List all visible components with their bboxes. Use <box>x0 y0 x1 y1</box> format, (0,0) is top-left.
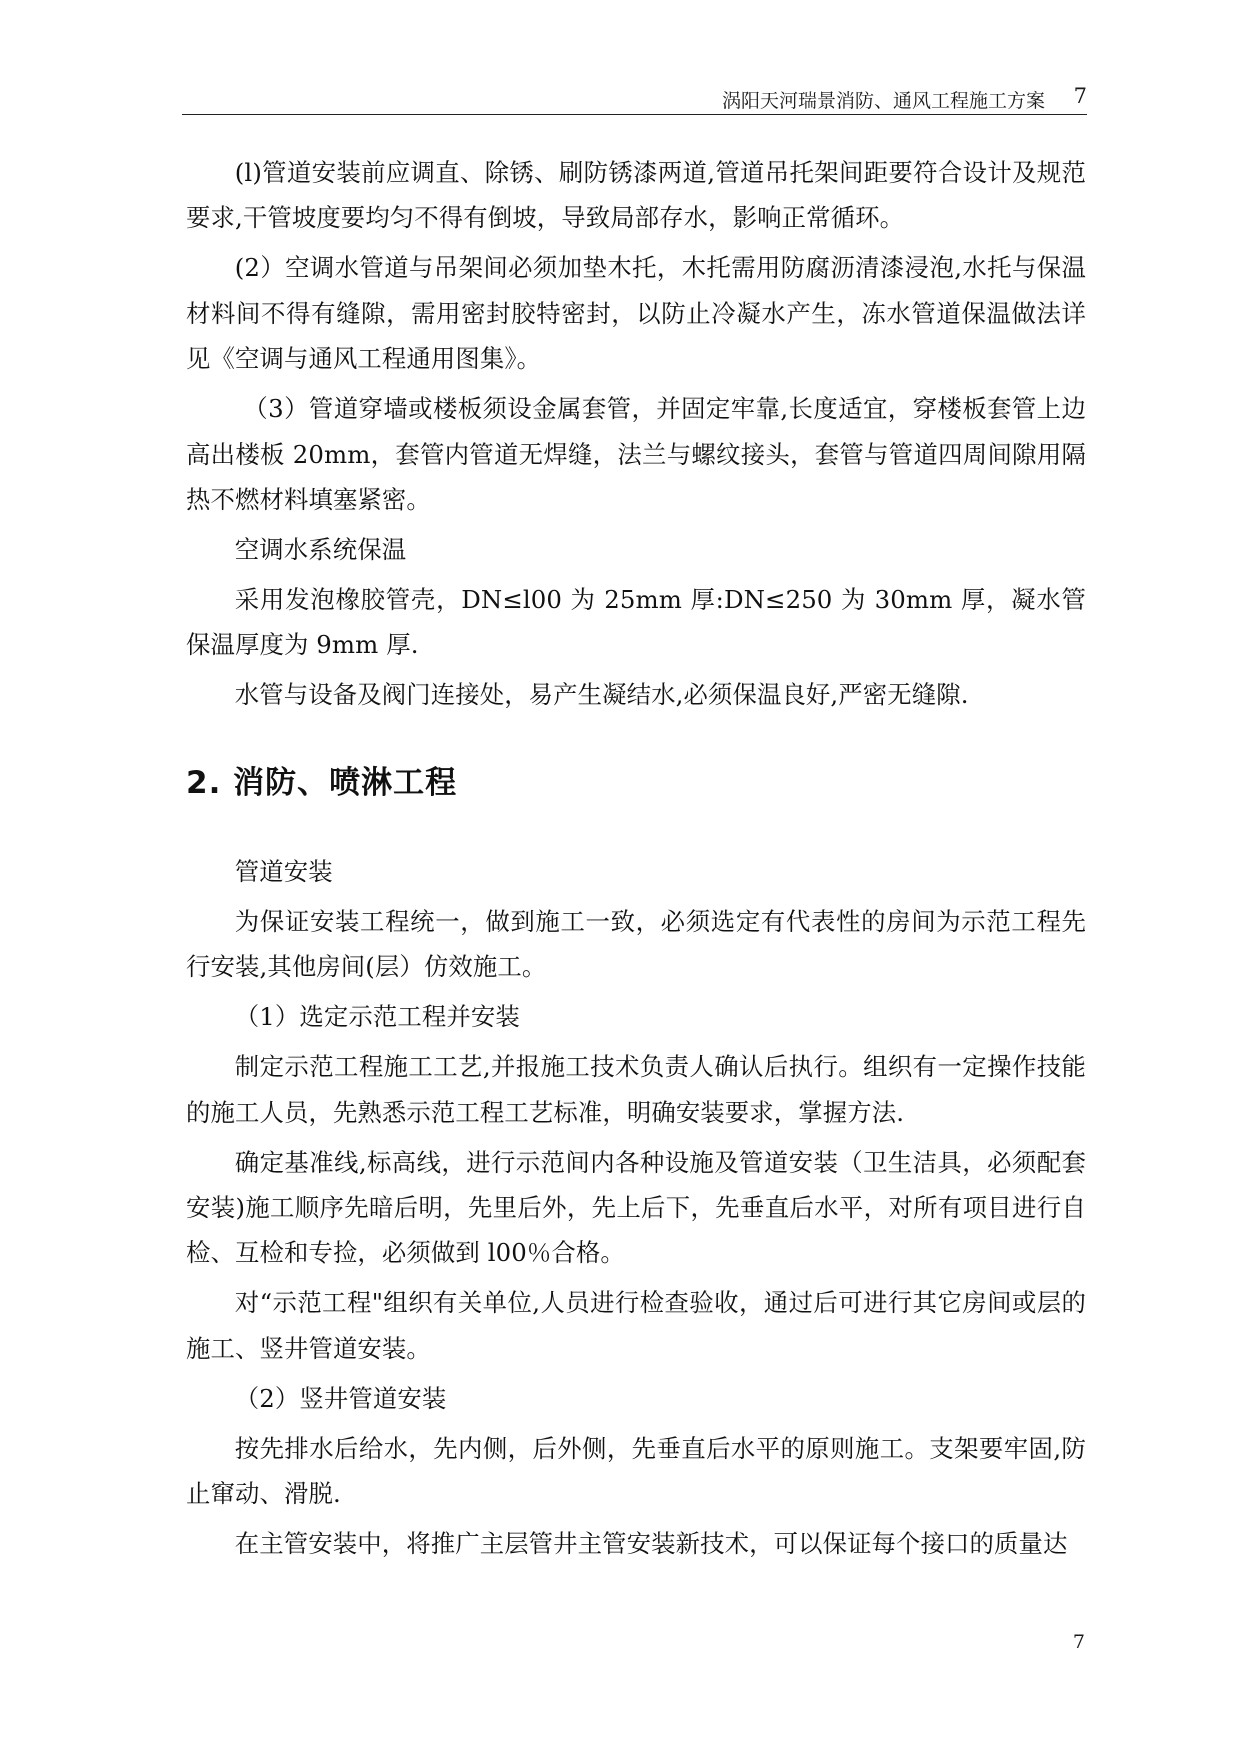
section-heading: 2. 消防、喷淋工程 <box>186 764 458 801</box>
paragraph: （1）选定示范工程并安装 <box>234 1002 520 1032</box>
paragraph: 按先排水后给水，先内侧，后外侧，先垂直后水平的原则施工。支架要牢固,防止窜动、滑脱. <box>186 1433 1086 1509</box>
paragraph: 为保证安装工程统一，做到施工一致，必须选定有代表性的房间为示范工程先行安装,其他房间(层）仿效施工。 <box>186 906 1086 982</box>
paragraph: 在主管安装中，将推广主层管井主管安装新技术，可以保证每个接口的质量达 <box>234 1529 1068 1559</box>
paragraph: (l)管道安装前应调直、除锈、刷防锈漆两道,管道吊托架间距要符合设计及规范要求,干管坡度要均匀不得有倒坡，导致局部存水，影响正常循环。 <box>186 158 1086 233</box>
paragraph: 确定基准线,标高线，进行示范间内各种设施及管道安装（卫生洁具，必须配套安装)施工顺序先暗后明，先里后外，先上后下，先垂直后水平，对所有项目进行自检、互检和专捡，必须做到 l00％合格。 <box>186 1147 1086 1268</box>
footer-page-number: 7 <box>1072 1631 1085 1653</box>
paragraph: 对“示范工程"组织有关单位,人员进行检查验收，通过后可进行其它房间或层的施工、竖井管道安装。 <box>186 1288 1086 1363</box>
header-title: 涡阳天河瑞景消防、通风工程施工方案 <box>721 90 1045 112</box>
paragraph: 水管与设备及阀门连接处，易产生凝结水,必须保温良好,严密无缝隙. <box>234 680 969 710</box>
paragraph: 空调水系统保温 <box>234 535 407 565</box>
paragraph: （3）管道穿墙或楼板须设金属套管，并固定牢靠,长度适宜，穿楼板套管上边高出楼板 20mm，套管内管道无焊缝，法兰与螺纹接头，套管与管道四周间隙用隔热不燃材料填塞紧密。 <box>186 394 1086 515</box>
paragraph: (2）空调水管道与吊架间必须加垫木托，木托需用防腐沥清漆浸泡,水托与保温材料间不得有缝隙，需用密封胶特密封，以防止冷凝水产生，冻水管道保温做法详见《空调与通风工程通用图集》。 <box>186 253 1086 374</box>
paragraph: （2）竖井管道安装 <box>234 1383 447 1413</box>
paragraph: 采用发泡橡胶管壳，DN≤l00 为 25mm 厚:DN≤250 为 30mm 厚，凝水管保温厚度为 9mm 厚. <box>186 585 1086 660</box>
document-body <box>186 150 1086 1571</box>
paragraph: 制定示范工程施工工艺,并报施工技术负责人确认后执行。组织有一定操作技能的施工人员，先熟悉示范工程工艺标准，明确安装要求，掌握方法. <box>186 1052 1086 1127</box>
header-page-number: 7 <box>1073 84 1087 108</box>
page-header <box>182 82 1087 115</box>
paragraph: 管道安装 <box>234 856 333 886</box>
